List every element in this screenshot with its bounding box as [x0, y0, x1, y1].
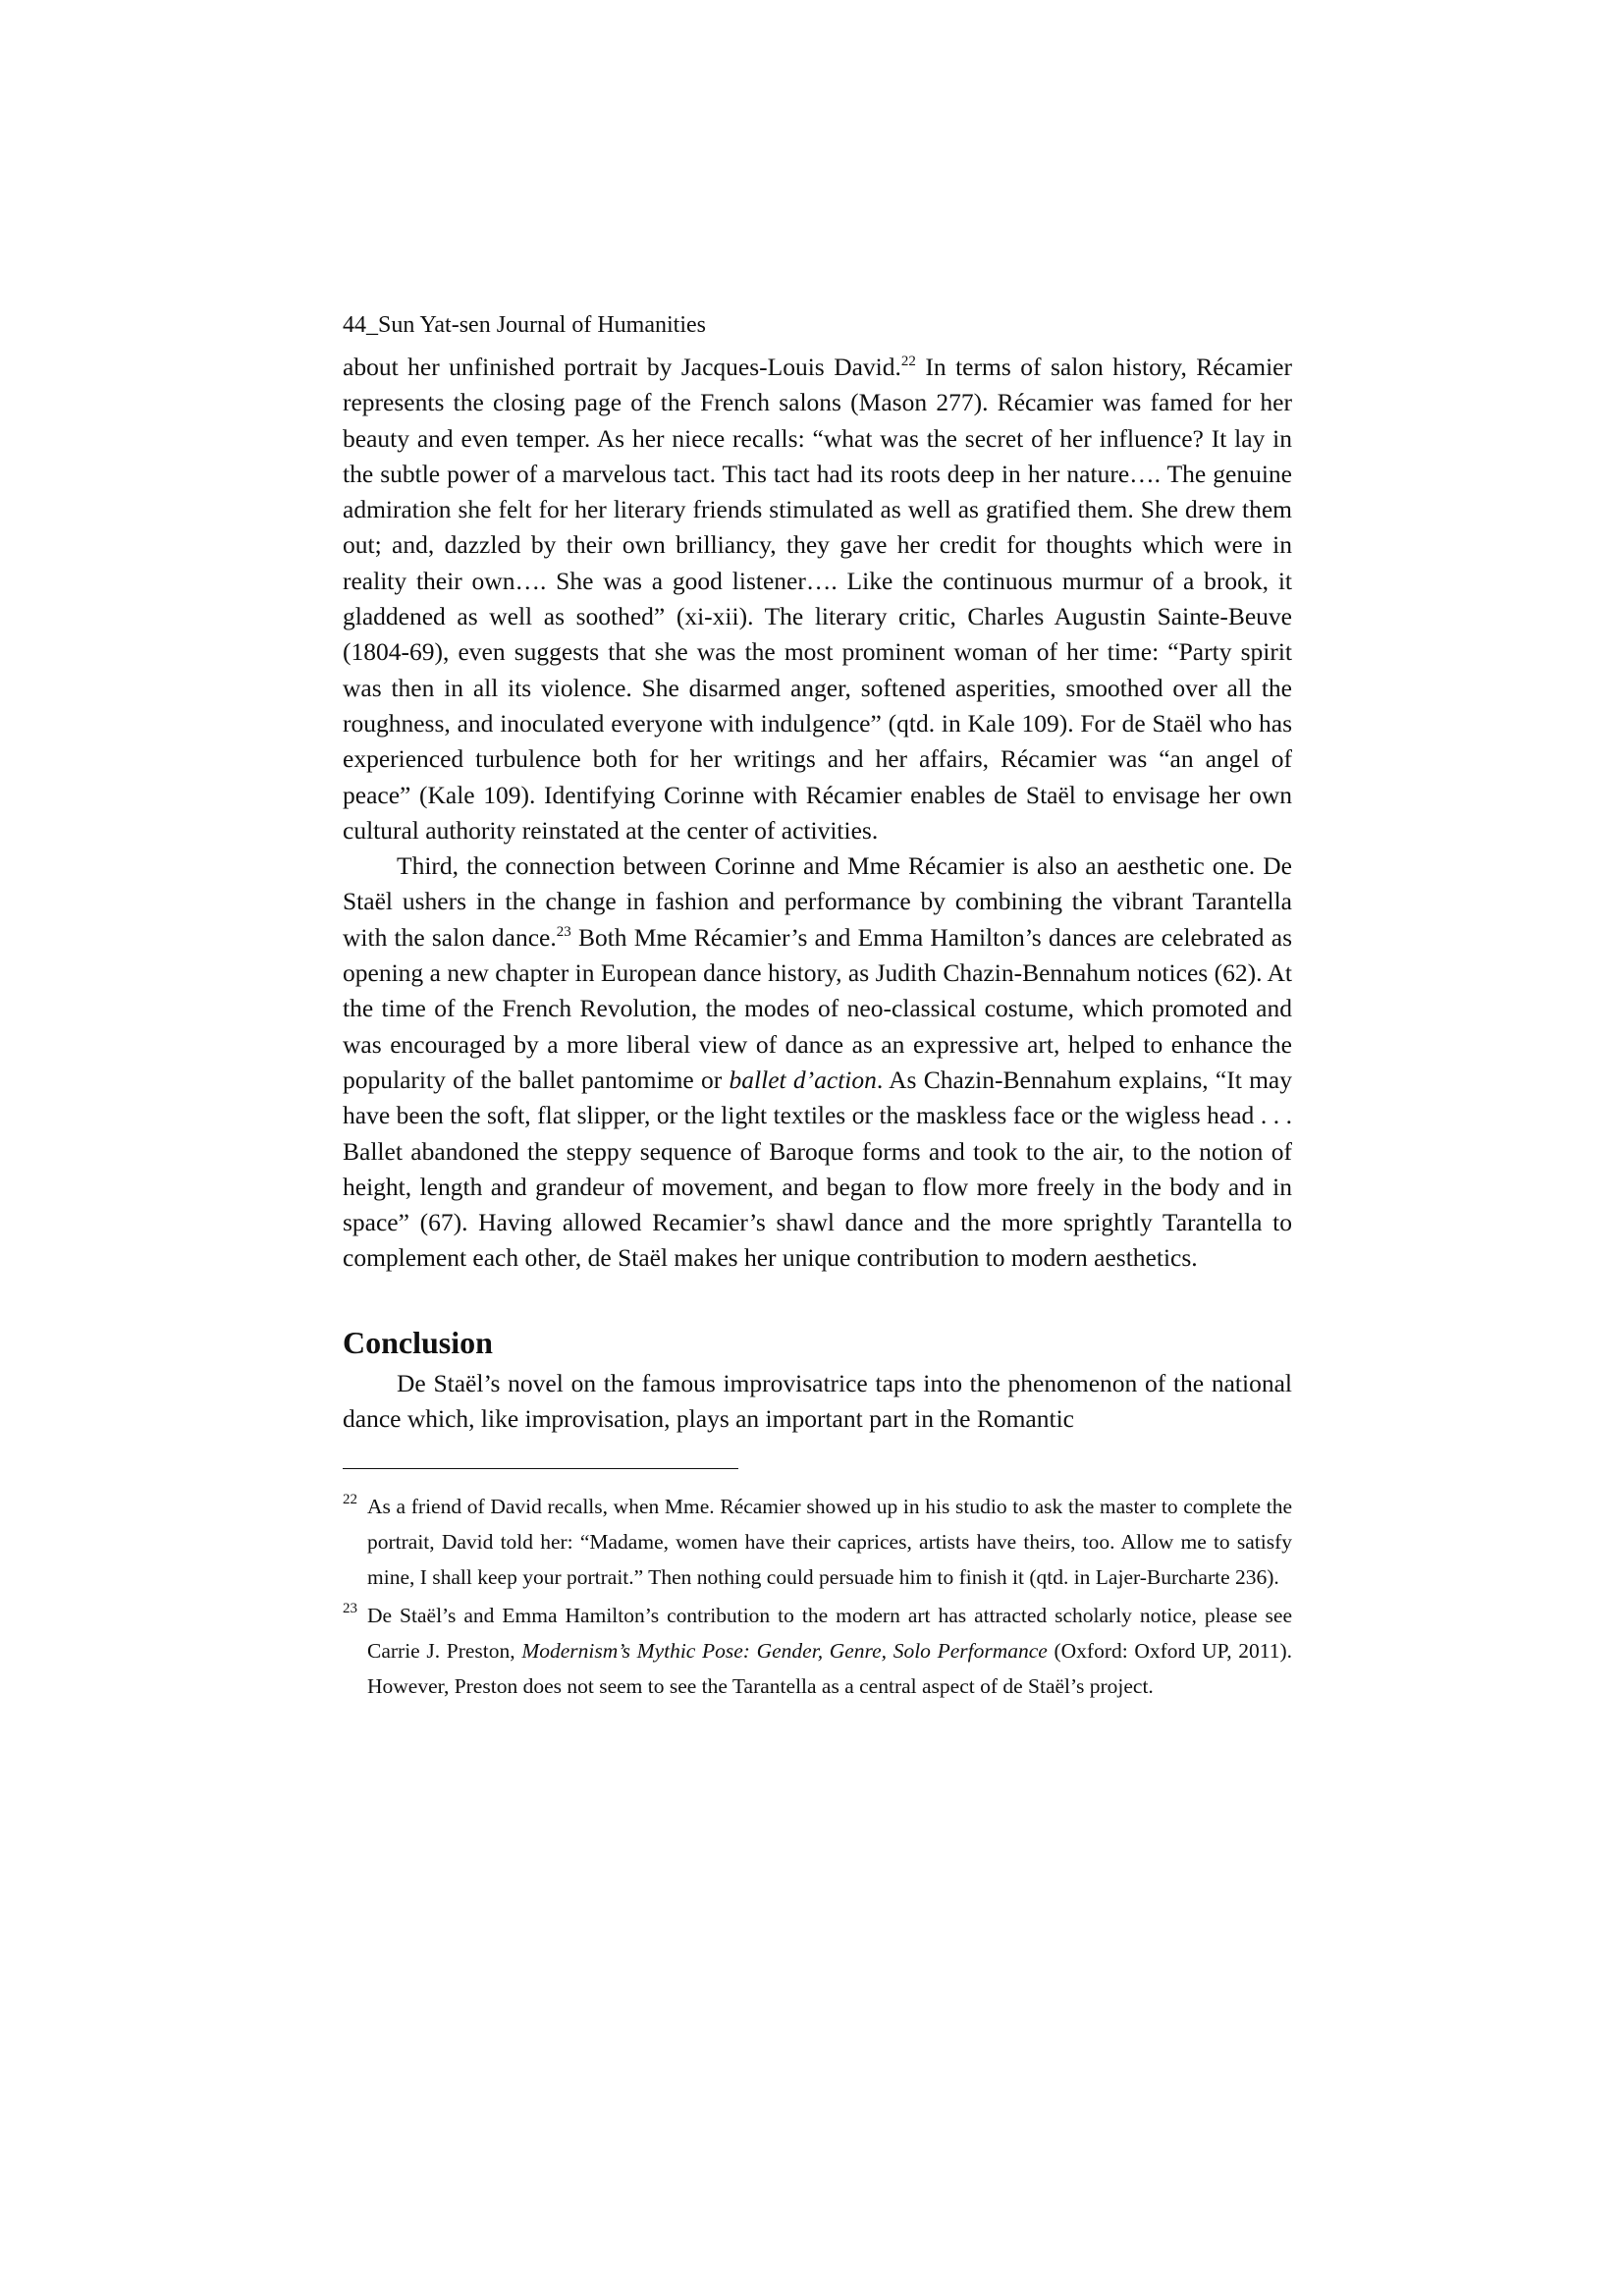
italic-term: ballet d’action	[729, 1065, 877, 1094]
footnote-number: 23	[343, 1601, 357, 1617]
paragraph-text: about her unfinished portrait by Jacques-Louis David.	[343, 353, 901, 381]
page-content	[343, 350, 1292, 1707]
footnote-23	[343, 1598, 1292, 1704]
body-paragraph-3: De Staël’s novel on the famous improvisatrice taps into the phenomenon of the national dance which, like improvisation, plays an important part in the Romantic	[343, 1368, 1292, 1434]
footnote-text: As a friend of David recalls, when Mme. Récamier showed up in his studio to ask the master to complete the portrait, David told her: “Madame, women have their caprices, artists have theirs, too. Allow me to satisfy mine, I shall keep your portrait.” Then nothing could persuade him to finish it (qtd. in Lajer-Burcharte 236).	[367, 1495, 1292, 1590]
paragraph-text: Third, the connection between Corinne and Mme Récamier is also an aesthetic one. De Staël ushers in the change in fashion and performance by combining the vibrant Tarantella with the salon dance.	[343, 851, 1292, 952]
footnote-ref-23: 23	[556, 923, 571, 940]
paragraph-text: In terms of salon history, Récamier represents the closing page of the French salons (Mason 277). Récamier was famed for her beauty and even temper. As her niece recalls: “what was the secret of her influence? It lay in the subtle power of a marvelous tact. This tact had its roots deep in her nature…. The genuine admiration she felt for her literary friends stimulated as well as gratified them. She drew them out; and, dazzled by their own brilliancy, they gave her credit for thoughts which were in reality their own…. She was a good listener…. Like the continuous murmur of a brook, it gladdened as well as soothed” (xi-xii). The literary critic, Charles Augustin Sainte-Beuve (1804-69), even suggests that she was the most prominent woman of her time: “Party spirit was then in all its violence. She disarmed anger, softened asperities, smoothed over all the roughness, and inoculated everyone with indulgence” (qtd. in Kale 109). For de Staël who has experienced turbulence both for her writings and her affairs, Récamier was “an angel of peace” (Kale 109). Identifying Corinne with Récamier enables de Staël to envisage her own cultural authority reinstated at the center of activities.	[343, 353, 1292, 845]
body-paragraph-2	[343, 848, 1292, 1277]
paragraph-text: . As Chazin-Bennahum explains, “It may have been the soft, flat slipper, or the light textiles or the maskless face or the wigless head . . . Ballet abandoned the steppy sequence of Baroque forms and took to the air, to the notion of height, length and grandeur of movement, and began to flow more freely in the body and in space” (67). Having allowed Recamier’s shawl dance and the more sprightly Tarantella to complement each other, de Staël makes her unique contribution to modern aesthetics.	[343, 1065, 1292, 1273]
book-title: Modernism’s Mythic Pose: Gender, Genre, Solo Performance	[521, 1639, 1048, 1664]
section-heading: Conclusion	[343, 1324, 493, 1360]
footnote-text: De Staël’s and Emma Hamilton’s contribution to the modern art has attracted scholarly notice, please see Carrie J. Preston,	[367, 1604, 1292, 1664]
footnote-text: (Oxford: Oxford UP, 2011). However, Preston does not seem to see the Tarantella as a central aspect of de Staël’s project.	[367, 1639, 1292, 1699]
body-paragraph-1	[343, 350, 1292, 848]
paragraph-text: Both Mme Récamier’s and Emma Hamilton’s dances are celebrated as opening a new chapter in European dance history, as Judith Chazin-Bennahum notices (62). At the time of the French Revolution, the modes of neo-classical costume, which promoted and was encouraged by a more liberal view of dance as an expressive art, helped to enhance the popularity of the ballet pantomime or	[343, 922, 1292, 1094]
footnote-divider	[343, 1468, 738, 1469]
footnote-22	[343, 1489, 1292, 1595]
footnote-ref-22: 22	[900, 354, 916, 369]
running-head: 44_Sun Yat-sen Journal of Humanities	[343, 312, 706, 338]
footnote-number: 22	[343, 1492, 357, 1508]
